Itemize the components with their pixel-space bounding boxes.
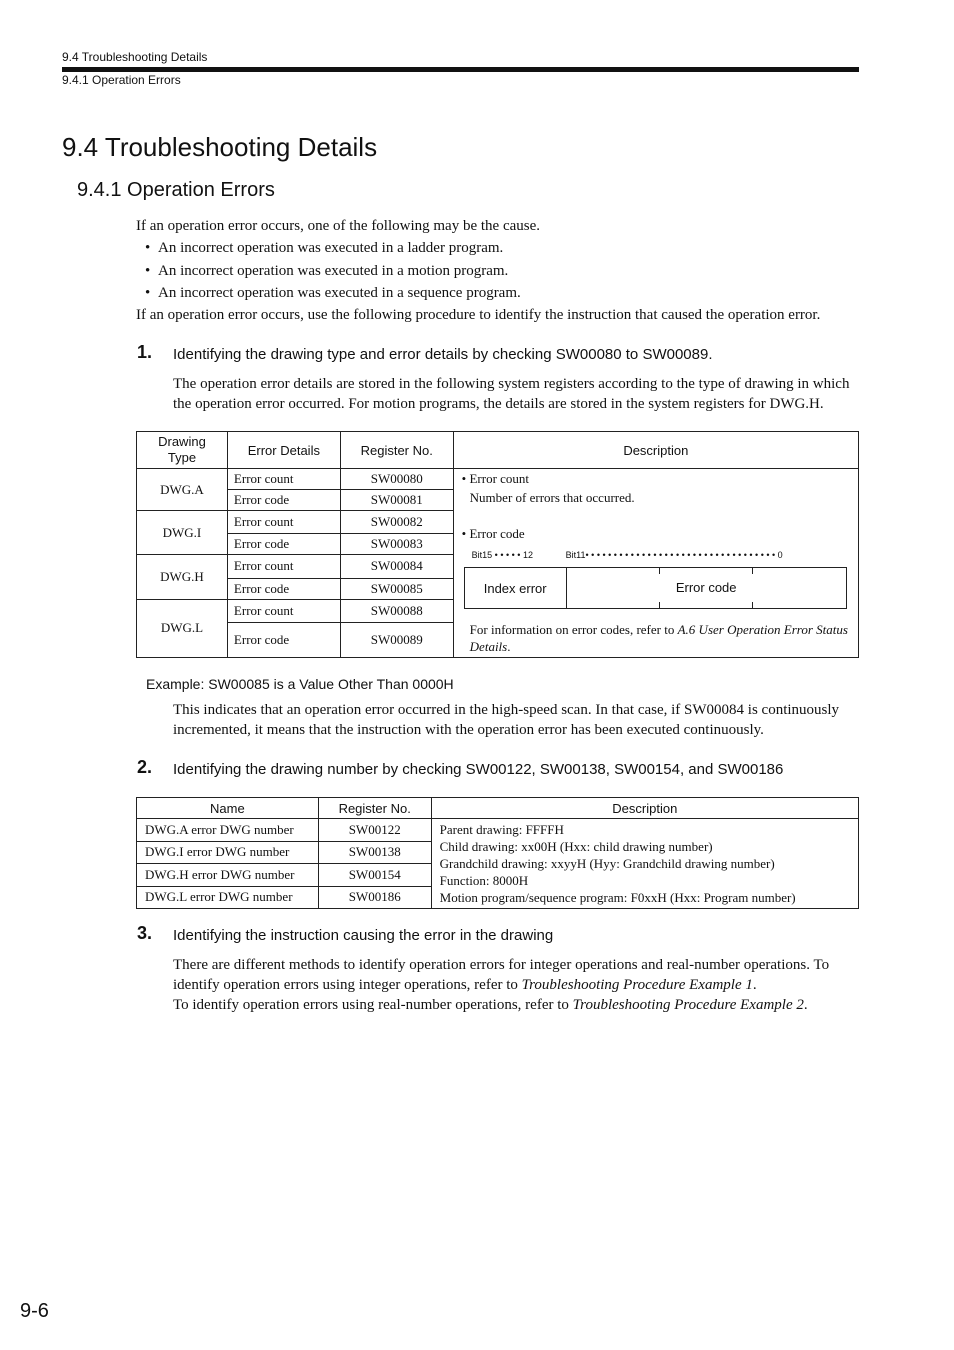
step-body-text: . (803, 997, 808, 1013)
step-number: 3. (137, 923, 153, 943)
error-code-label: Error code (675, 580, 737, 595)
register-name: DWG.H error DWG number (137, 864, 319, 887)
desc-line: Grandchild drawing: xxyyH (Hyy: Grandchild drawing number) (439, 856, 775, 871)
desc-line: Motion program/sequence program: F0xxH (Hxx: Program number) (439, 890, 796, 905)
error-detail: Error count (227, 599, 340, 622)
step-number: 1. (137, 342, 153, 362)
error-count-title: • Error count (461, 471, 530, 486)
error-detail: Error count (227, 469, 340, 490)
register-no: SW00084 (340, 555, 453, 578)
page-number: 9-6 (20, 1300, 49, 1322)
description-cell (431, 819, 858, 909)
error-detail: Error code (227, 534, 340, 555)
error-detail: Error count (227, 555, 340, 578)
example-body: This indicates that an operation error occurred in the high-speed scan. In that case, if SW00084 is continuously incremented, it means that the instruction with the operation error has been executed continuously. (173, 702, 840, 738)
col-header: Name (137, 798, 319, 819)
col-header: Drawing Type (137, 432, 228, 469)
register-no: SW00186 (318, 886, 431, 909)
drawing-type: DWG.L (137, 599, 228, 657)
register-name: DWG.A error DWG number (137, 819, 319, 842)
register-no: SW00122 (318, 819, 431, 842)
description-cell (453, 469, 858, 658)
subsection-title: 9.4.1 Operation Errors (77, 179, 275, 201)
error-detail: Error count (227, 511, 340, 534)
desc-line: Function: 8000H (439, 873, 529, 888)
register-no: SW00154 (318, 864, 431, 887)
error-code-title: • Error code (461, 526, 525, 541)
step-heading: Identifying the drawing type and error details by checking SW00080 to SW00089. (173, 346, 713, 363)
bit-layout-diagram (464, 567, 847, 609)
intro-bullet: • An incorrect operation was executed in a sequence program. (158, 283, 521, 303)
drawing-type: DWG.H (137, 555, 228, 599)
register-no: SW00080 (340, 469, 453, 490)
intro-closing: If an operation error occurs, use the following procedure to identify the instruction that caused the operation error. (136, 307, 821, 323)
step-body (173, 955, 859, 1015)
step-heading: Identifying the instruction causing the error in the drawing (173, 927, 554, 944)
register-no: SW00082 (340, 511, 453, 534)
intro-bullet: • An incorrect operation was executed in a ladder program. (158, 238, 503, 258)
example-heading: Example: SW00085 is a Value Other Than 0000H (146, 676, 454, 692)
bit-tick (659, 568, 660, 574)
desc-line: Child drawing: xx00H (Hxx: child drawing number) (439, 839, 713, 854)
header-rule (62, 67, 859, 72)
step-heading: Identifying the drawing number by checking SW00122, SW00138, SW00154, and SW00186 (173, 761, 784, 778)
step-number: 2. (137, 757, 153, 777)
error-detail: Error code (227, 490, 340, 511)
intro-lead: If an operation error occurs, one of the following may be the cause. (136, 218, 541, 234)
col-header: Register No. (318, 798, 431, 819)
error-detail: Error code (227, 623, 340, 658)
bit-range-right: Bit11• • • • • • • • • • • • • • • • • • • • • • • • • • • • • • • • • • 0 (565, 550, 783, 560)
bit-tick (659, 602, 660, 608)
col-header: Description (431, 798, 858, 819)
error-count-text: Number of errors that occurred. (469, 490, 635, 505)
register-name: DWG.L error DWG number (137, 886, 319, 909)
drawing-type: DWG.A (137, 469, 228, 511)
step-body-text: To identify operation errors using real-number operations, refer to (173, 997, 573, 1013)
drawing-number-table (136, 797, 859, 909)
error-details-table (136, 431, 859, 658)
register-name: DWG.I error DWG number (137, 841, 319, 864)
bit-tick (752, 602, 753, 608)
step-body: The operation error details are stored in the following system registers according to the type of drawing in which the operation error occurred. For motion programs, the details are stored in the system registers for DWG.H. (173, 376, 850, 412)
step-body-text: There are different methods to identify operation errors for integer operations and real-number operations. To identify operation errors using integer operations, refer to (173, 957, 830, 993)
register-no: SW00088 (340, 599, 453, 622)
reference-link[interactable]: A.6 User Operation Error Status Details (469, 622, 848, 654)
reference-end: . (507, 639, 511, 654)
reference-text: For information on error codes, refer to (469, 622, 678, 637)
index-error-label: Index error (483, 581, 547, 596)
error-code-reference (470, 621, 860, 655)
error-detail: Error code (227, 578, 340, 599)
bit-range-left: Bit15 • • • • • 12 (471, 550, 533, 560)
drawing-type: DWG.I (137, 511, 228, 555)
col-header: Error Details (227, 432, 340, 469)
procedure-example-2-link[interactable]: Troubleshooting Procedure Example 2 (572, 997, 804, 1013)
bit-tick (752, 568, 753, 574)
register-no: SW00083 (340, 534, 453, 555)
procedure-example-1-link[interactable]: Troubleshooting Procedure Example 1 (521, 977, 753, 993)
col-header: Description (453, 432, 858, 469)
step-body-text: . (752, 977, 757, 993)
desc-line: Parent drawing: FFFFH (439, 822, 564, 837)
register-no: SW00138 (318, 841, 431, 864)
register-no: SW00089 (340, 623, 453, 658)
intro-bullet: • An incorrect operation was executed in a motion program. (158, 261, 508, 281)
col-header: Register No. (340, 432, 453, 469)
running-header-section: 9.4 Troubleshooting Details (62, 50, 208, 64)
register-no: SW00081 (340, 490, 453, 511)
register-no: SW00085 (340, 578, 453, 599)
running-header-subsection: 9.4.1 Operation Errors (62, 73, 181, 87)
section-title: 9.4 Troubleshooting Details (62, 132, 378, 162)
